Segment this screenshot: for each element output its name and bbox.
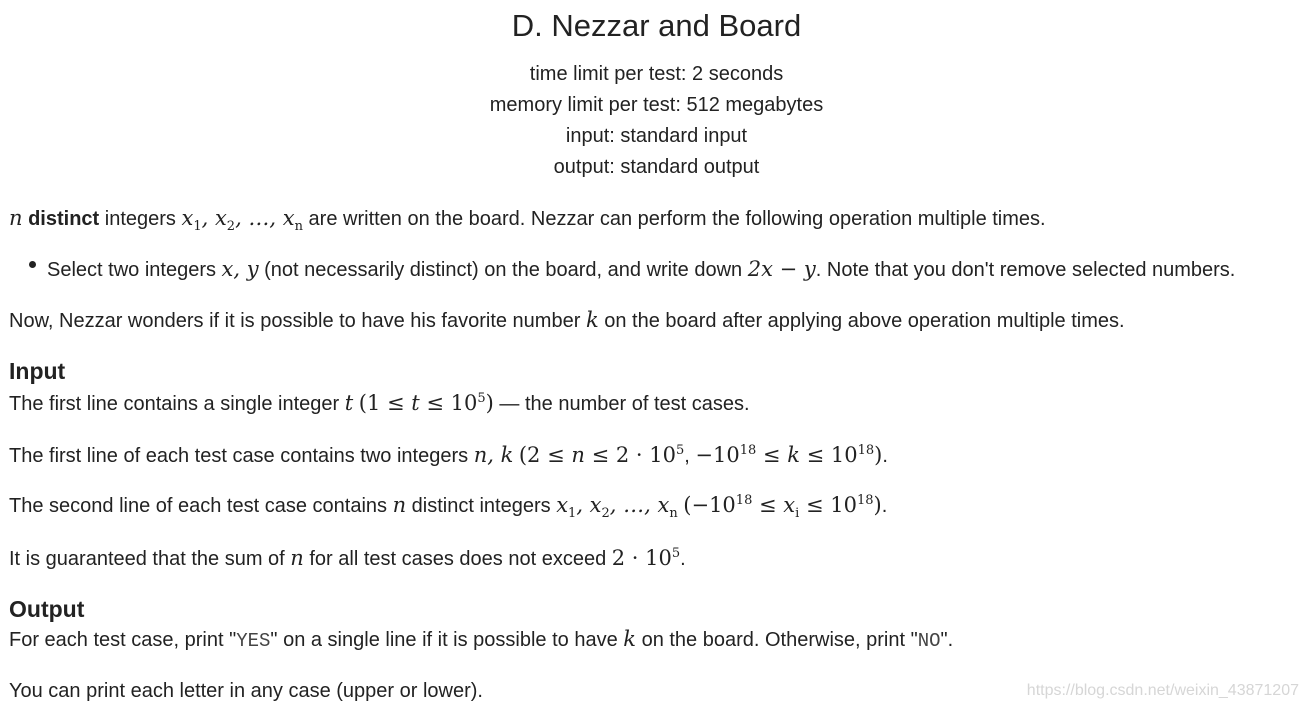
text: distinct integers bbox=[406, 495, 557, 517]
math-sequence: $x_1$, $x_2$, …, $x_n$ bbox=[181, 206, 303, 235]
watermark: https://blog.csdn.net/weixin_43871207 bbox=[1026, 682, 1299, 699]
input-line-4 bbox=[9, 545, 686, 572]
text: It is guaranteed that the sum of bbox=[9, 548, 291, 570]
output-line-2: You can print each letter in any case (upper or lower). bbox=[9, 680, 483, 702]
text: For each test case, print " bbox=[9, 629, 237, 651]
text: — the number of test cases. bbox=[493, 393, 750, 415]
text: (not necessarily distinct) on the board, and write down bbox=[258, 259, 748, 281]
code-yes: YES bbox=[236, 630, 271, 652]
math-k-range: $-10^{18} \le k \le 10^{18}$) bbox=[695, 443, 883, 467]
input-section-title: Input bbox=[9, 358, 66, 384]
text: integers bbox=[99, 208, 182, 230]
math-sum-limit: $2 \cdot 10^5$ bbox=[611, 546, 681, 570]
text: ". bbox=[940, 629, 954, 651]
code-no: NO bbox=[917, 630, 941, 652]
output-line-1 bbox=[9, 626, 953, 654]
output-file: output: standard output bbox=[553, 156, 760, 178]
math-nk-range: ($2 \le n \le 2 \cdot 10^5$ bbox=[518, 443, 685, 467]
text: Select two integers bbox=[47, 259, 222, 281]
text: Now, Nezzar wonders if it is possible to have his favorite number bbox=[9, 310, 586, 332]
math-nk: n, k bbox=[473, 443, 514, 467]
math-n: n bbox=[290, 546, 304, 570]
bullet-dot bbox=[29, 261, 36, 268]
input-line-2: The first line of each test case contains two integers n, k ($2 \le n \le 2 \cdot 10^5$, $-10^{18} \le k \le 10^{18}$). bbox=[9, 443, 888, 467]
time-limit: time limit per test: 2 seconds bbox=[529, 63, 784, 85]
input-line-1 bbox=[9, 390, 750, 417]
math-n: n bbox=[9, 206, 23, 230]
math-k: k bbox=[585, 308, 599, 332]
text: on the board. Otherwise, print " bbox=[636, 629, 918, 651]
math-t: t bbox=[344, 391, 354, 415]
input-file: input: standard input bbox=[565, 125, 748, 147]
math-t-range: $(1 \le t \le 10^5)$ bbox=[358, 391, 494, 415]
text: The first line of each test case contains two integers bbox=[9, 445, 474, 467]
statement-paragraph-1 bbox=[9, 205, 1046, 235]
math-sequence: $x_1$, $x_2$, …, $x_n$ bbox=[556, 493, 678, 522]
text: . bbox=[680, 548, 686, 570]
text: . bbox=[881, 495, 888, 517]
math-xy: x, y bbox=[221, 257, 259, 281]
text: The first line contains a single integer bbox=[9, 393, 345, 415]
input-line-3 bbox=[9, 492, 888, 522]
math-2x-minus-y: 2x − y bbox=[747, 257, 816, 281]
text: on the board after applying above operation multiple times. bbox=[598, 310, 1125, 332]
statement-paragraph-2 bbox=[9, 307, 1125, 334]
problem-title: D. Nezzar and Board bbox=[511, 8, 802, 43]
text: for all test cases does not exceed bbox=[303, 548, 612, 570]
output-section-title: Output bbox=[9, 596, 85, 622]
memory-limit: memory limit per test: 512 megabytes bbox=[489, 94, 824, 116]
math-x-range: $(-10^{18} \le x_i \le 10^{18})$ bbox=[683, 493, 882, 522]
operation-bullet bbox=[47, 256, 1235, 283]
math-n: n bbox=[392, 493, 407, 517]
text: are written on the board. Nezzar can perform the following operation multiple times. bbox=[303, 208, 1046, 230]
math-k: k bbox=[623, 627, 637, 651]
text: . bbox=[882, 445, 888, 467]
bold-distinct: distinct bbox=[22, 208, 100, 230]
text: The second line of each test case contains bbox=[9, 495, 393, 517]
text: . Note that you don't remove selected numbers. bbox=[815, 259, 1236, 281]
text: " on a single line if it is possible to have bbox=[270, 629, 624, 651]
